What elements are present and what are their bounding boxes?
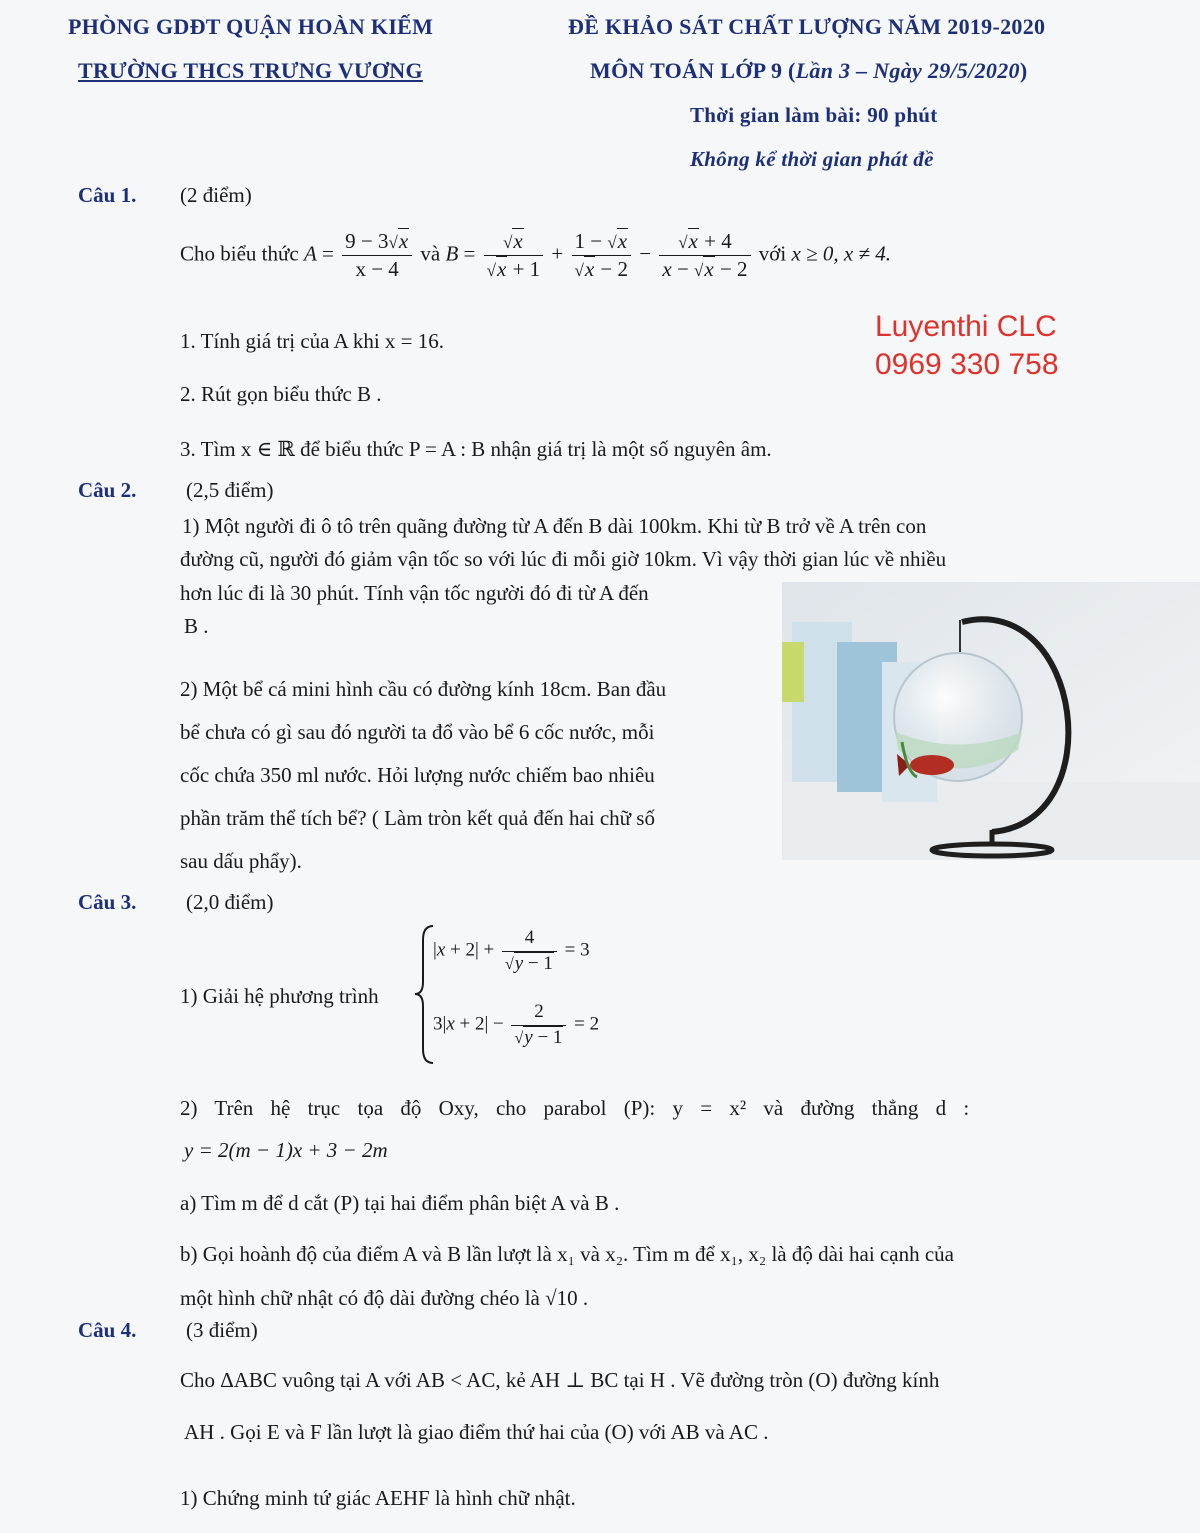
q1-part3: 3. Tìm x ∈ ℝ để biểu thức P = A : B nhận giá trị là một số nguyên âm.: [180, 437, 772, 461]
school-name: TRƯỜNG THCS TRƯNG VƯƠNG: [78, 58, 423, 83]
q4-part1: 1) Chứng minh tứ giác AEHF là hình chữ nhật.: [180, 1486, 576, 1510]
q2-part1-line4: B .: [184, 614, 209, 638]
exam-time: Thời gian làm bài: 90 phút: [690, 103, 938, 127]
fraction-a: $\frac{9 - 3√x}{x - 4}$: [342, 228, 412, 284]
q1-points: (2 điểm): [180, 183, 252, 207]
watermark-phone: 0969 330 758: [875, 348, 1059, 381]
q2-part2-line1: 2) Một bể cá mini hình cầu có đường kính 18cm. Ban đầu: [180, 677, 667, 701]
fraction-b1: $\frac{√x}{√x + 1}$: [484, 228, 544, 284]
q3-title: Câu 3.: [78, 890, 137, 914]
fraction-b3: $\frac{√x + 4}{x - √x - 2}$: [659, 228, 750, 284]
var-a: A: [303, 241, 317, 266]
fishbowl-photo: [782, 582, 1200, 860]
q3-part-b-line1: b) Gọi hoành độ của điểm A và B lần lượt là x₁ và x₂. Tìm m để x₁, x₂ là độ dài hai cạnh của: [180, 1242, 954, 1266]
q1-title: Câu 1.: [78, 183, 137, 207]
q4-line2: AH . Gọi E và F lần lượt là giao điểm thứ hai của (O) với AB và AC .: [184, 1420, 769, 1444]
q2-title: Câu 2.: [78, 478, 137, 502]
exam-subject-main: MÔN TOÁN LỚP 9 (: [590, 58, 796, 83]
exam-date: Lần 3 – Ngày 29/5/2020: [795, 58, 1020, 83]
equation-1: |x + 2| + $\frac{4}{√y - 1}$ = 3: [433, 926, 590, 976]
q2-points: (2,5 điểm): [186, 478, 274, 502]
equation-2-fraction: $\frac{2}{√y - 1}$: [511, 1000, 566, 1050]
q2-part2-line3: cốc chứa 350 ml nước. Hỏi lượng nước chiếm bao nhiêu: [180, 763, 655, 787]
fraction-b2: $\frac{1 - √x}{√x - 2}$: [572, 228, 632, 284]
q4-points: (3 điểm): [186, 1318, 258, 1342]
q4-title: Câu 4.: [78, 1318, 137, 1342]
q1-part2: 2. Rút gọn biểu thức B .: [180, 382, 382, 406]
exam-note: Không kể thời gian phát đề: [690, 147, 934, 171]
var-b: B: [445, 241, 459, 266]
q3-part2-line1: 2) Trên hệ trục tọa độ Oxy, cho parabol (P): y = x² và đường thẳng d :: [180, 1096, 970, 1120]
school-department: PHÒNG GDĐT QUẬN HOÀN KIẾM: [68, 14, 434, 39]
equation-1-fraction: $\frac{4}{√y - 1}$: [502, 926, 557, 976]
q1-intro: Cho biểu thức: [180, 241, 299, 266]
fishbowl-illustration: [782, 582, 1200, 860]
q1-and: và: [420, 241, 441, 266]
equation-2: 3|x + 2| − $\frac{2}{√y - 1}$ = 2: [433, 1000, 599, 1050]
exam-subject-end: ): [1019, 58, 1028, 83]
watermark-name: Luyenthi CLC: [875, 310, 1057, 343]
q1-condition: x ≥ 0, x ≠ 4.: [791, 241, 891, 266]
q2-part2-line4: phần trăm thể tích bể? ( Làm tròn kết quả đến hai chữ số: [180, 806, 655, 830]
q1-part1: 1. Tính giá trị của A khi x = 16.: [180, 329, 445, 353]
q3-part-a: a) Tìm m để d cắt (P) tại hai điểm phân biệt A và B .: [180, 1191, 620, 1215]
q3-points: (2,0 điểm): [186, 890, 274, 914]
q4-line1: Cho ΔABC vuông tại A với AB < AC, kẻ AH ⊥ BC tại H . Vẽ đường tròn (O) đường kính: [180, 1368, 940, 1392]
q2-part1-line1: 1) Một người đi ô tô trên quãng đường từ A đến B dài 100km. Khi từ B trở về A trên con: [182, 514, 927, 538]
exam-subject: [590, 58, 1027, 84]
q2-part1-line3: hơn lúc đi là 30 phút. Tính vận tốc người đó đi từ A đến: [180, 581, 649, 605]
exam-title: ĐỀ KHẢO SÁT CHẤT LƯỢNG NĂM 2019-2020: [568, 14, 1046, 39]
q2-part2-line5: sau dấu phẩy).: [180, 849, 302, 873]
q2-part2-line2: bể chưa có gì sau đó người ta đổ vào bể 6 cốc nước, mỗi: [180, 720, 655, 744]
q1-with: với: [758, 241, 787, 266]
q1-expression: Cho biểu thức A = $\frac{9 - 3√x}{x - 4}$ và B = $\frac{√x}{√x + 1}$ + $\frac{1 - √x}{√x - 2}$ − $\frac{√x + 4}{x - √x - 2}$ với x ≥ 0, x ≠ 4.: [180, 228, 891, 284]
q3-part2-line2: y = 2(m − 1)x + 3 − 2m: [184, 1138, 388, 1162]
q2-part1-line2: đường cũ, người đó giảm vận tốc so với lúc đi mỗi giờ 10km. Vì vậy thời gian lúc về nhiều: [180, 547, 947, 571]
q3-part-b-line2: một hình chữ nhật có độ dài đường chéo là √10 .: [180, 1286, 589, 1310]
q3-part1: 1) Giải hệ phương trình: [180, 984, 379, 1008]
